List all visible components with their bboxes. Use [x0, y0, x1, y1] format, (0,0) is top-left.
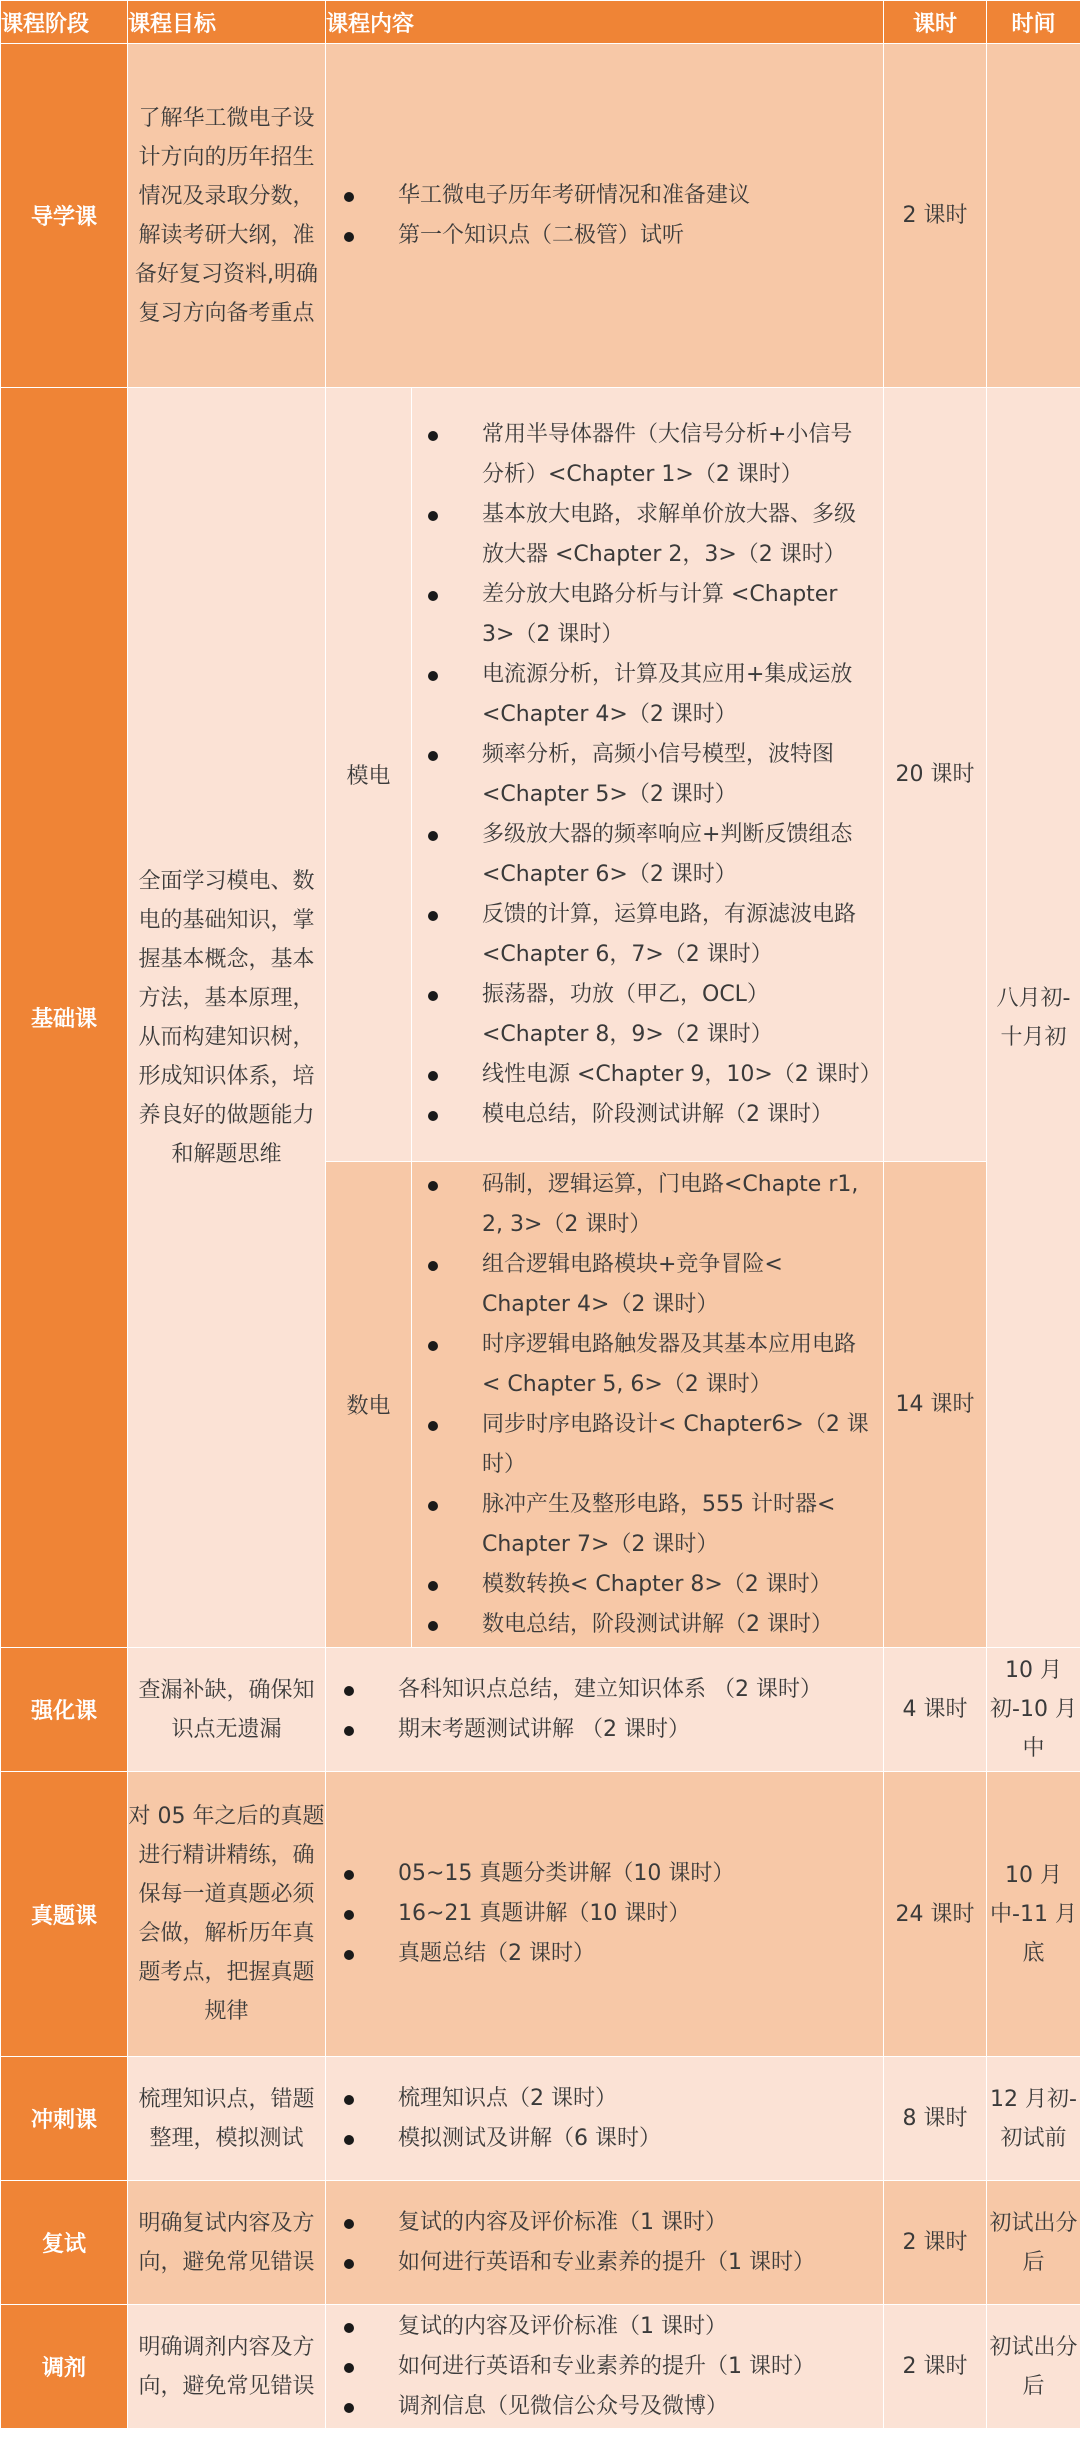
list-item: 16~21 真题讲解（10 课时） [326, 1894, 883, 1934]
stage-cell: 真题课 [1, 1772, 128, 2057]
bullet-icon [428, 911, 438, 921]
list-item: 复试的内容及评价标准（1 课时） [326, 2307, 883, 2347]
bullet-icon [344, 1910, 354, 1920]
bullet-icon [344, 2323, 354, 2333]
hours-cell: 24 课时 [884, 1772, 987, 2057]
bullet-icon [344, 232, 354, 242]
content-cell [326, 2057, 884, 2181]
goal-cell: 梳理知识点，错题整理，模拟测试 [128, 2057, 326, 2181]
list-item: 梳理知识点（2 课时） [326, 2079, 883, 2119]
bullet-icon [428, 431, 438, 441]
list-item: 如何进行英语和专业素养的提升（1 课时） [326, 2347, 883, 2387]
header-hours: 课时 [884, 1, 987, 44]
bullet-icon [428, 991, 438, 1001]
content-list [326, 2307, 883, 2427]
list-item: 复试的内容及评价标准（1 课时） [326, 2203, 883, 2243]
content-list [326, 1854, 883, 1974]
header-time: 时间 [987, 1, 1080, 44]
bullet-icon [428, 511, 438, 521]
content-list [326, 2079, 883, 2159]
table-header-row [1, 1, 1080, 44]
bullet-icon [428, 1501, 438, 1511]
stage-cell: 强化课 [1, 1648, 128, 1772]
bullet-icon [344, 2219, 354, 2229]
bullet-icon [428, 671, 438, 681]
list-item: 基本放大电路，求解单价放大器、多级放大器 <Chapter 2，3>（2 课时） [412, 495, 883, 575]
stage-cell: 基础课 [1, 388, 128, 1648]
goal-cell: 查漏补缺，确保知识点无遗漏 [128, 1648, 326, 1772]
content-list [326, 1670, 883, 1750]
table-row [1, 1772, 1080, 2057]
list-item: 数电总结，阶段测试讲解（2 课时） [412, 1605, 883, 1645]
stage-cell: 导学课 [1, 44, 128, 388]
goal-cell: 全面学习模电、数电的基础知识，掌握基本概念，基本方法，基本原理， 从而构建知识树，形成知识体系，培养良好的做题能力和解题思维 [128, 388, 326, 1648]
list-item: 常用半导体器件（大信号分析+小信号分析）<Chapter 1>（2 课时） [412, 415, 883, 495]
content-cell [326, 2181, 884, 2305]
content-list [326, 176, 883, 256]
goal-cell: 对 05 年之后的真题进行精讲精练，确保每一道真题必须会做，解析历年真题考点，把握真题规律 [128, 1772, 326, 2057]
table-row [1, 2057, 1080, 2181]
table-row [1, 2305, 1080, 2429]
goal-cell: 明确调剂内容及方向，避免常见错误 [128, 2305, 326, 2429]
header-goal: 课程目标 [128, 1, 326, 44]
table-row [1, 2181, 1080, 2305]
list-item: 第一个知识点（二极管）试听 [326, 216, 883, 256]
table-row [1, 1648, 1080, 1772]
list-item: 时序逻辑电路触发器及其基本应用电路< Chapter 5, 6>（2 课时） [412, 1325, 883, 1405]
bullet-icon [428, 1111, 438, 1121]
hours-cell: 2 课时 [884, 44, 987, 388]
content-cell [412, 388, 884, 1162]
time-cell: 10 月初-10 月中 [987, 1648, 1080, 1772]
list-item: 各科知识点总结，建立知识体系 （2 课时） [326, 1670, 883, 1710]
time-cell [987, 44, 1080, 388]
list-item: 组合逻辑电路模块+竞争冒险< Chapter 4>（2 课时） [412, 1245, 883, 1325]
bullet-icon [428, 1261, 438, 1271]
bullet-icon [428, 1581, 438, 1591]
header-content: 课程内容 [326, 1, 884, 44]
time-cell: 10 月中-11 月底 [987, 1772, 1080, 2057]
list-item: 华工微电子历年考研情况和准备建议 [326, 176, 883, 216]
time-cell: 初试出分后 [987, 2181, 1080, 2305]
list-item: 线性电源 <Chapter 9，10>（2 课时） [412, 1055, 883, 1095]
list-item: 差分放大电路分析与计算 <Chapter 3>（2 课时） [412, 575, 883, 655]
time-cell: 八月初-十月初 [987, 388, 1080, 1648]
bullet-icon [344, 2363, 354, 2373]
list-item: 振荡器，功放（甲乙，OCL） <Chapter 8，9>（2 课时） [412, 975, 883, 1055]
content-cell [326, 1648, 884, 1772]
stage-cell: 冲刺课 [1, 2057, 128, 2181]
subject-cell-analog: 模电 [326, 388, 412, 1162]
content-cell [326, 1772, 884, 2057]
content-list [326, 2203, 883, 2283]
bullet-icon [428, 1621, 438, 1631]
list-item: 调剂信息（见微信公众号及微博） [326, 2387, 883, 2427]
bullet-icon [428, 1421, 438, 1431]
table-row [1, 388, 1080, 1162]
list-item: 电流源分析，计算及其应用+集成运放 <Chapter 4>（2 课时） [412, 655, 883, 735]
list-item: 模数转换< Chapter 8>（2 课时） [412, 1565, 883, 1605]
list-item: 05~15 真题分类讲解（10 课时） [326, 1854, 883, 1894]
hours-cell: 14 课时 [884, 1162, 987, 1648]
bullet-icon [428, 1181, 438, 1191]
bullet-icon [344, 1686, 354, 1696]
list-item: 期末考题测试讲解 （2 课时） [326, 1710, 883, 1750]
list-item: 频率分析，高频小信号模型，波特图 <Chapter 5>（2 课时） [412, 735, 883, 815]
goal-cell: 明确复试内容及方向，避免常见错误 [128, 2181, 326, 2305]
stage-cell: 复试 [1, 2181, 128, 2305]
header-stage: 课程阶段 [1, 1, 128, 44]
bullet-icon [428, 591, 438, 601]
list-item: 真题总结（2 课时） [326, 1934, 883, 1974]
hours-cell: 2 课时 [884, 2305, 987, 2429]
subject-cell-digital: 数电 [326, 1162, 412, 1648]
bullet-icon [428, 1071, 438, 1081]
hours-cell: 20 课时 [884, 388, 987, 1162]
bullet-icon [344, 1950, 354, 1960]
bullet-icon [344, 2095, 354, 2105]
stage-cell: 调剂 [1, 2305, 128, 2429]
list-item: 模拟测试及讲解（6 课时） [326, 2119, 883, 2159]
content-list [412, 415, 883, 1135]
goal-cell: 了解华工微电子设计方向的历年招生情况及录取分数，解读考研大纲，准备好复习资料,明确复习方向备考重点 [128, 44, 326, 388]
hours-cell: 4 课时 [884, 1648, 987, 1772]
bullet-icon [344, 1870, 354, 1880]
bullet-icon [344, 1726, 354, 1736]
list-item: 反馈的计算，运算电路，有源滤波电路 <Chapter 6，7>（2 课时） [412, 895, 883, 975]
bullet-icon [344, 192, 354, 202]
hours-cell: 2 课时 [884, 2181, 987, 2305]
content-list [412, 1165, 883, 1645]
content-cell [326, 44, 884, 388]
bullet-icon [344, 2259, 354, 2269]
time-cell: 12 月初-初试前 [987, 2057, 1080, 2181]
list-item: 多级放大器的频率响应+判断反馈组态 <Chapter 6>（2 课时） [412, 815, 883, 895]
content-cell [326, 2305, 884, 2429]
list-item: 模电总结，阶段测试讲解（2 课时） [412, 1095, 883, 1135]
bullet-icon [428, 1341, 438, 1351]
list-item: 同步时序电路设计< Chapter6>（2 课时） [412, 1405, 883, 1485]
time-cell: 初试出分后 [987, 2305, 1080, 2429]
bullet-icon [344, 2403, 354, 2413]
bullet-icon [428, 751, 438, 761]
bullet-icon [428, 831, 438, 841]
table-row [1, 44, 1080, 388]
hours-cell: 8 课时 [884, 2057, 987, 2181]
list-item: 码制，逻辑运算，门电路<Chapte r1, 2, 3>（2 课时） [412, 1165, 883, 1245]
list-item: 脉冲产生及整形电路，555 计时器< Chapter 7>（2 课时） [412, 1485, 883, 1565]
bullet-icon [344, 2135, 354, 2145]
content-cell [412, 1162, 884, 1648]
list-item: 如何进行英语和专业素养的提升（1 课时） [326, 2243, 883, 2283]
